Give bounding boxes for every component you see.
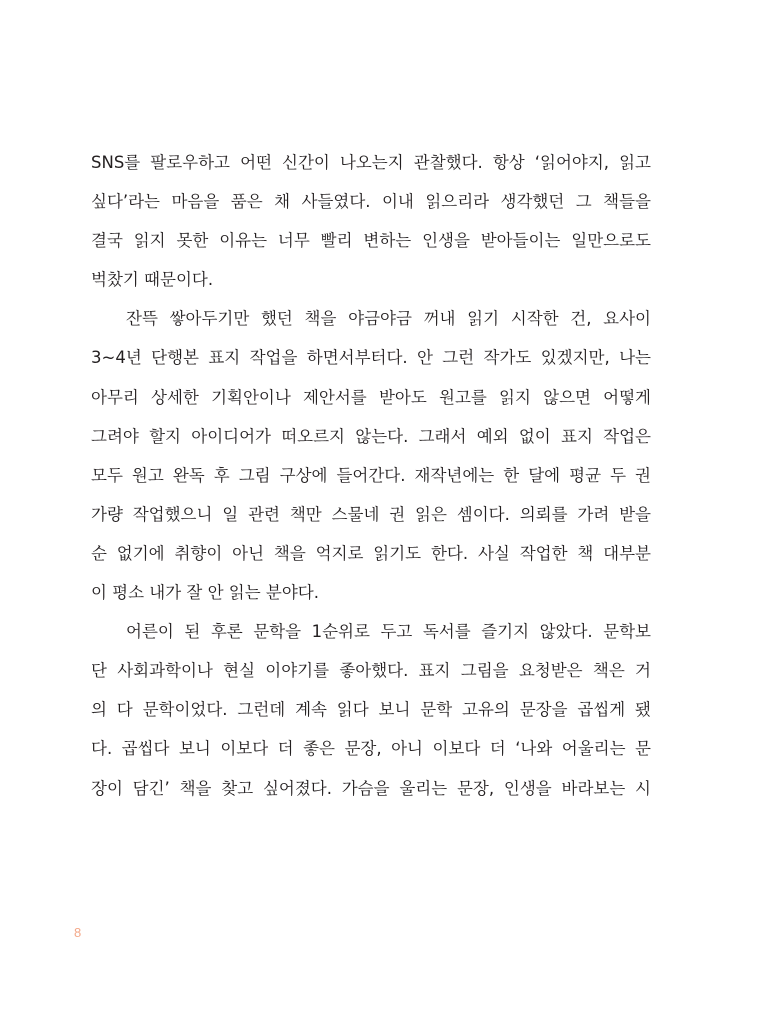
text-line: 가량 작업했으니 일 관련 책만 스물네 권 읽은 셈이다. 의뢰를 가려 받을 (91, 504, 651, 524)
text-line: 단 사회과학이나 현실 이야기를 좋아했다. 표지 그림을 요청받은 책은 거 (91, 661, 651, 681)
text-line: SNS를 팔로우하고 어떤 신간이 나오는지 관찰했다. 항상 ‘읽어야지, 읽고 (91, 153, 651, 172)
text-line: 의 다 문학이었다. 그런데 계속 읽다 보니 문학 고유의 문장을 곱씹게 됐 (91, 700, 651, 720)
text-line: 모두 원고 완독 후 그림 구상에 들어간다. 재작년에는 한 달에 평균 두 권 (91, 465, 651, 485)
text-line: 아무리 상세한 기획안이나 제안서를 받아도 원고를 읽지 않으면 어떻게 (91, 387, 651, 407)
text-line: 그려야 할지 아이디어가 떠오르지 않는다. 그래서 예외 없이 표지 작업은 (91, 426, 651, 446)
page-number: 8 (74, 925, 82, 940)
paragraph-first-line: 어른이 된 후론 문학을 1순위로 두고 독서를 즐기지 않았다. 문학보 (126, 622, 651, 642)
text-line: 3~4년 단행본 표지 작업을 하면서부터다. 안 그런 작가도 있겠지만, 나는 (91, 348, 651, 368)
text-line: 결국 읽지 못한 이유는 너무 빨리 변하는 인생을 받아들이는 일만으로도 (91, 231, 651, 251)
text-line: 이 평소 내가 잘 안 읽는 분야다. (91, 583, 319, 603)
text-line: 다. 곱씹다 보니 이보다 더 좋은 문장, 아니 이보다 더 ‘나와 어울리는 문 (91, 739, 651, 759)
paragraph-first-line: 잔뜩 쌓아두기만 했던 책을 야금야금 꺼내 읽기 시작한 건, 요사이 (126, 309, 651, 329)
text-line: 벅찼기 때문이다. (91, 270, 214, 290)
text-line: 장이 담긴’ 책을 찾고 싶어졌다. 가슴을 울리는 문장, 인생을 바라보는 시 (91, 778, 651, 798)
body-text (91, 143, 651, 808)
text-line: 순 없기에 취향이 아닌 책을 억지로 읽기도 한다. 사실 작업한 책 대부분 (91, 543, 651, 563)
text-line: 싶다’라는 마음을 품은 채 사들였다. 이내 읽으리라 생각했던 그 책들을 (91, 192, 651, 212)
